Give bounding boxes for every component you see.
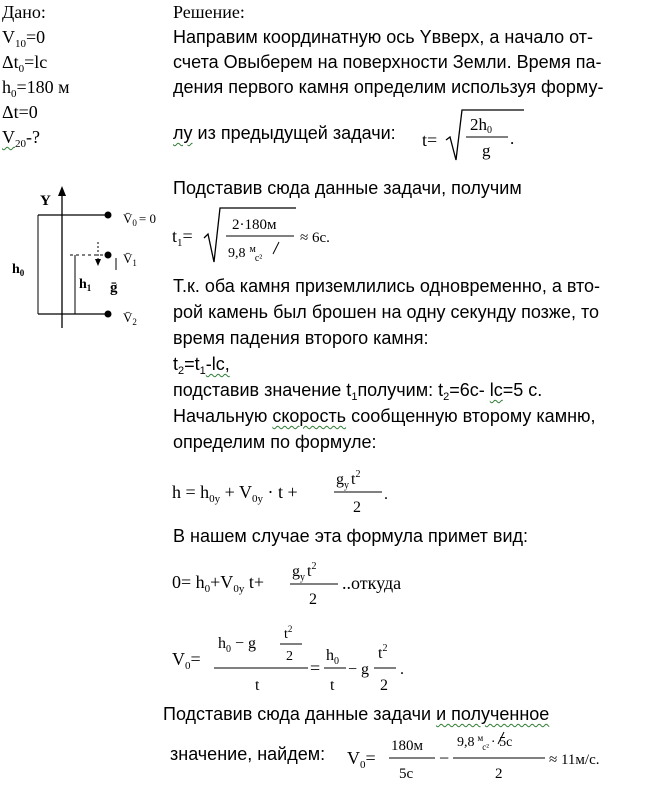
- formula-v0-result-den2: 2: [495, 766, 503, 782]
- para6-line1: Подставив сюда данные задачи и полученное: [163, 704, 550, 724]
- solution-title: Решение:: [173, 2, 245, 22]
- para5: В нашем случае эта формула примет вид:: [173, 526, 529, 546]
- v1-label: $V̄_1$: [123, 251, 137, 268]
- para6-line2: значение, найдем:: [170, 744, 326, 764]
- formula-v0: [170, 620, 430, 700]
- formula-fall-time-dot: .: [510, 129, 515, 148]
- formula-v0-num1: $h_0 - g$: [218, 635, 257, 655]
- para2: Подставив сюда данные задачи, получим: [173, 178, 522, 198]
- formula-v0-den2: t: [330, 677, 335, 694]
- given-line-dt0: $\Delta t_0=lc$: [2, 52, 48, 75]
- formula-fall-time-num: 2h0: [470, 115, 492, 136]
- formula-v0-result-value: ≈ 11м/с.: [549, 752, 600, 768]
- para1-line2: счета Овыберем на поверхности Земли. Время па-: [173, 52, 602, 72]
- formula-motion-specific: [170, 554, 430, 610]
- para3-line4: $t_2=t_1-lc$,: [173, 354, 230, 377]
- motion-diagram: [0, 180, 170, 330]
- formula-v0-dot: .: [400, 661, 404, 678]
- para1-line1: Направим координатную ось Yвверх, а начало от-: [173, 27, 593, 47]
- stone1-dot: [105, 212, 112, 219]
- formula-t1-lhs: $t_1=$: [172, 226, 193, 249]
- formula-fall-time-den: g: [482, 141, 491, 160]
- stone2-dot: [105, 252, 112, 259]
- formula-v0-result: [345, 724, 635, 786]
- formula-v0-den3: 2: [380, 677, 388, 694]
- formula-motion-specific-den: 2: [309, 591, 317, 608]
- formula-motion-specific-num: $g_y$ $t^2$: [292, 561, 317, 583]
- given-line-v20: $V_{20}-$?: [2, 127, 40, 150]
- formula-motion-general-dot: .: [384, 486, 388, 503]
- formula-motion-general-den: 2: [353, 499, 361, 516]
- formula-v0-num2: $h_0$: [326, 647, 339, 667]
- formula-v0-den1: t: [255, 677, 260, 694]
- gravity-label: ḡ: [110, 280, 118, 296]
- para3-line1: Т.к. оба камня приземлились одновременно, а вто-: [173, 276, 601, 296]
- formula-v0-result-lhs: $V_0=$: [347, 748, 376, 771]
- formula-v0-lhs: $V_0=$: [172, 649, 201, 672]
- formula-v0-result-num2: 9,8 $^м$с² · 5с: [457, 733, 513, 752]
- formula-t1-den: 9,8 $^м$с²: [228, 244, 263, 264]
- para3-line2: рой камень был брошен на одну секунду позже, то: [173, 302, 599, 322]
- v0-label: $V̄_0 = 0$: [123, 211, 156, 228]
- h1-label: $h_1$: [79, 277, 92, 293]
- formula-v0-result-den1: 5с: [399, 766, 414, 782]
- h0-label: $h_0$: [12, 262, 25, 278]
- para3-line5: подставив значение $t_1получим$: $t_2=6с-$ lc=5 с.: [173, 380, 543, 403]
- given-line-v10: $V_{10}=0$: [2, 27, 46, 50]
- para3-line3: время падения второго камня:: [173, 328, 429, 348]
- formula-v0-result-num1: 180м: [391, 738, 423, 754]
- given-title: Дано:: [2, 2, 46, 22]
- formula-t1-num: 2·180м: [232, 217, 277, 233]
- formula-v0-result-minus: −: [439, 748, 450, 768]
- para4-line2: определим по формуле:: [173, 432, 377, 452]
- para4-line1: Начальную скорость сообщенную второму камню,: [173, 406, 596, 426]
- para1-line3: дения первого камня определим используя форму-: [173, 77, 604, 97]
- formula-motion-general: [170, 462, 400, 518]
- formula-motion-specific-left: $0= h_0+V_{0y}$ t+: [172, 572, 264, 595]
- velocity-arrowhead: [95, 259, 101, 266]
- given-line-h0: $h_0=180$ м: [2, 77, 70, 100]
- formula-v0-minus: − g: [348, 661, 370, 678]
- formula-motion-general-left: $h = h_{0y} + V_{0y} \cdot t$ +: [172, 482, 298, 505]
- formula-v0-inner-num: $t^2$: [284, 624, 293, 642]
- formula-fall-time: [420, 104, 530, 166]
- y-axis-label: Y: [40, 193, 51, 209]
- given-line-dt: Δt=0: [2, 102, 38, 122]
- formula-t1-result: ≈ 6с.: [300, 230, 330, 246]
- formula-v0-num3: $t^2$: [378, 643, 388, 662]
- y-axis-arrow: [58, 186, 66, 196]
- formula-fall-time-lhs: t=: [422, 130, 438, 150]
- para1-line4: лу из предыдущей задачи:: [173, 123, 396, 143]
- formula-motion-specific-end: ..откуда: [342, 573, 402, 593]
- ground-dot: [105, 311, 112, 318]
- formula-t1: [170, 202, 370, 270]
- unit-slash: [273, 242, 279, 254]
- formula-motion-general-num: $g_y$ $t^2$: [336, 469, 361, 491]
- v2-label: $V̄_2$: [123, 310, 137, 327]
- formula-v0-inner-den: 2: [286, 649, 293, 664]
- formula-v0-eq2: =: [310, 658, 321, 678]
